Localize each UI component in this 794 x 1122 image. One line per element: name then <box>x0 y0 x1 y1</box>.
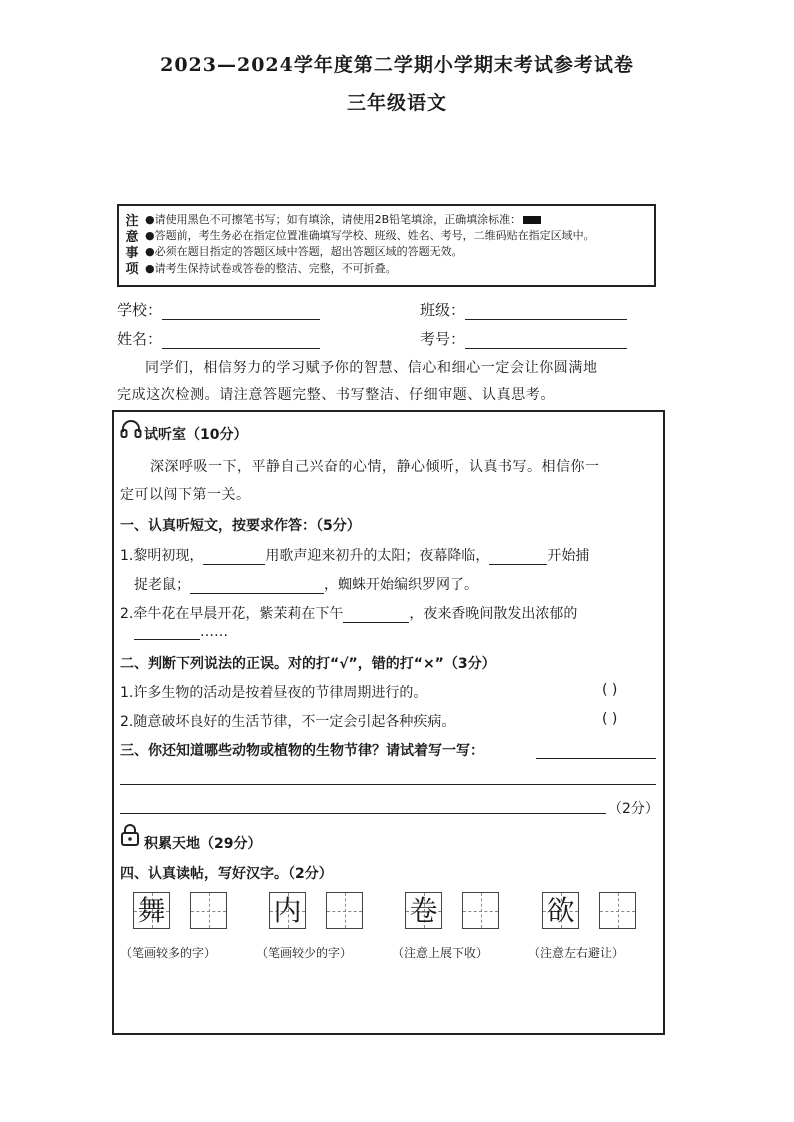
exam-no-label: 考号： <box>420 330 466 348</box>
q2-heading: 二、判断下列说法的正误。对的打“√”，错的打“×”（3分） <box>120 656 496 672</box>
q2-item2: 2.随意破坏良好的生活节律，不一定会引起各种疾病。 <box>120 714 456 730</box>
class-input-line[interactable] <box>465 305 627 320</box>
exam-title: 2023—2024学年度第二学期小学期末考试参考试卷 <box>160 54 634 76</box>
q4-heading: 四、认真读帖，写好汉字。（2分） <box>120 866 333 882</box>
notice-label: 注 意 事 项 <box>125 214 139 277</box>
class-field[interactable] <box>420 299 627 320</box>
notice-list <box>145 212 595 277</box>
q1-item1-cont: 捉老鼠； ，蜘蛛开始编织罗网了。 <box>134 577 478 593</box>
name-input-line[interactable] <box>162 334 320 349</box>
practice-char-box[interactable] <box>190 892 227 929</box>
notice-item: ●必须在题目指定的答题区域中答题，超出答题区域的答题无效。 <box>145 245 463 259</box>
intro-paragraph <box>117 355 663 409</box>
question-box <box>112 410 665 1035</box>
exam-no-field[interactable] <box>420 328 627 349</box>
headphones-icon <box>120 418 142 440</box>
class-label: 班级： <box>420 301 466 319</box>
name-field[interactable] <box>117 328 320 349</box>
answer-paren[interactable]: ( ) <box>602 682 618 698</box>
model-char: 卷 <box>409 894 438 927</box>
q3-score: （2分） <box>608 801 659 817</box>
notice-item: ●请考生保持试卷或答卷的整洁、完整，不可折叠。 <box>145 261 397 275</box>
model-char: 舞 <box>137 894 166 927</box>
fill-sample-icon <box>523 216 541 224</box>
answer-blank[interactable] <box>203 550 265 565</box>
practice-char-box[interactable] <box>326 892 363 929</box>
section-accumulate-title: 积累天地（29分） <box>144 836 262 852</box>
name-label: 姓名： <box>117 330 163 348</box>
school-input-line[interactable] <box>162 305 320 320</box>
notice-box <box>117 204 656 287</box>
char-caption: （注意左右避让） <box>528 946 625 960</box>
q1-item1: 1.黎明初现， 用歌声迎来初升的太阳；夜幕降临， 开始捕 <box>120 548 590 564</box>
char-caption: （笔画较多的字） <box>120 946 217 960</box>
answer-blank[interactable] <box>190 579 324 594</box>
exam-subtitle: 三年级语文 <box>346 92 447 114</box>
school-label: 学校： <box>117 301 163 319</box>
section-listen-title: 试听室（10分） <box>144 427 248 443</box>
practice-char-box[interactable] <box>599 892 636 929</box>
model-char: 欲 <box>546 894 575 927</box>
notice-item: ●请使用黑色不可擦笔书写；如有填涂，请使用2B铅笔填涂，正确填涂标准： <box>145 212 595 228</box>
q2-item1: 1.许多生物的活动是按着昼夜的节律周期进行的。 <box>120 685 428 701</box>
char-caption: （笔画较少的字） <box>256 946 353 960</box>
answer-paren[interactable]: ( ) <box>602 711 618 727</box>
notice-item: ●答题前，考生务必在指定位置准确填写学校、班级、姓名、考号，二维码贴在指定区域中。 <box>145 229 595 243</box>
section-listen-desc: 深深呼吸一下，平静自己兴奋的心情，静心倾听，认真书写。相信你一 <box>150 459 600 475</box>
school-field[interactable] <box>117 299 320 320</box>
intro-line: 完成这次检测。请注意答题完整、书写整洁、仔细审题、认真思考。 <box>117 387 555 403</box>
q1-item2: 2.牵牛花在早晨开花，紫茉莉在下午 ，夜来香晚间散发出浓郁的 <box>120 606 578 622</box>
section-listen-desc: 定可以闯下第一关。 <box>120 487 251 503</box>
intro-line: 同学们，相信努力的学习赋予你的智慧、信心和细心一定会让你圆满地 <box>145 360 598 376</box>
answer-line[interactable] <box>120 813 606 814</box>
practice-char-box[interactable] <box>462 892 499 929</box>
answer-line[interactable] <box>120 784 656 785</box>
answer-blank[interactable] <box>134 625 200 640</box>
answer-blank[interactable] <box>489 550 547 565</box>
q1-item2-cont: …… <box>134 624 228 640</box>
q3-heading: 三、你还知道哪些动物或植物的生物节律？请试着写一写： <box>120 743 484 759</box>
exam-no-input-line[interactable] <box>465 334 627 349</box>
model-char: 内 <box>273 894 302 927</box>
answer-line[interactable] <box>536 758 656 759</box>
char-caption: （注意上展下收） <box>392 946 489 960</box>
q1-heading: 一、认真听短文，按要求作答：（5分） <box>120 518 361 534</box>
answer-blank[interactable] <box>343 608 409 623</box>
lock-icon <box>120 824 140 846</box>
